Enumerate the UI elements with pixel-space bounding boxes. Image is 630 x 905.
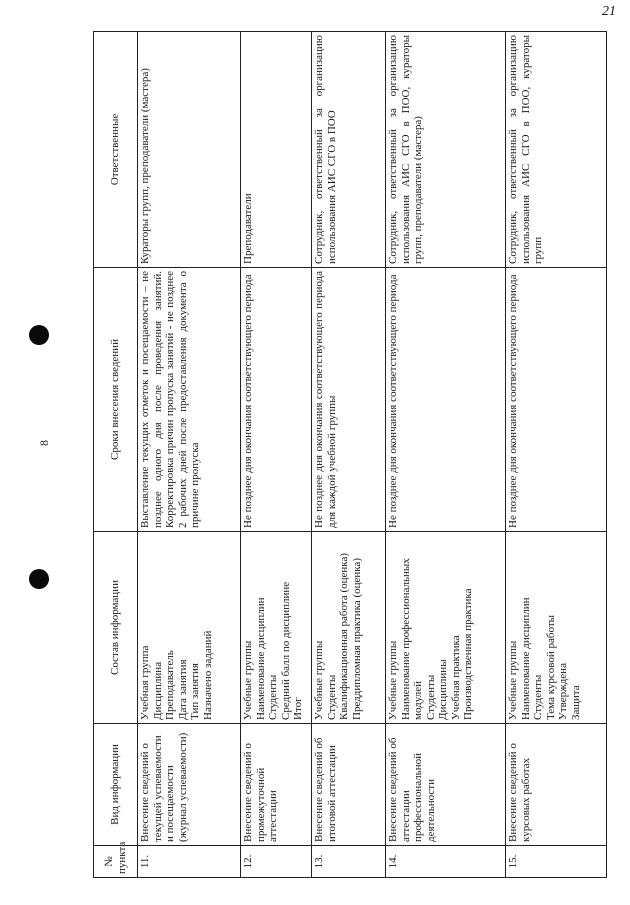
row-responsible: Сотрудник, ответственный за организацию использования АИС СГО в ПОО, кураторы групп (506, 32, 607, 268)
content-item: Дата занятия (176, 659, 189, 720)
row-deadline: Выставление текущих отметок и посещаемости – не позднее одного дня после проведения занятий. Корректировка причин пропуска занятий - не позднее 2 рабочих дней после предоставления документа о причине пропуска (138, 268, 241, 532)
header-kind: Вид информации (94, 724, 138, 846)
row-kind: Внесение сведений о промежуточной аттестации (241, 724, 312, 846)
row-content (506, 532, 607, 724)
row-content (386, 532, 506, 724)
content-item: Студенты (325, 674, 338, 720)
content-item: Тип занятия (189, 663, 201, 720)
rotated-table-container (93, 32, 606, 878)
content-item: Студенты (267, 674, 279, 720)
content-item: Производственная практика (462, 588, 474, 720)
row-responsible: Сотрудник, ответственный за организацию использования АИС СГО в ПОО, кураторы групп, преподаватели (мастера) (386, 32, 506, 268)
content-item: Средний балл по дисциплине (279, 581, 292, 720)
table-row (386, 32, 506, 878)
row-kind: Внесение сведений о курсовых работах (506, 724, 607, 846)
content-item: Студенты (424, 674, 437, 720)
row-num: 13. (312, 846, 386, 878)
footer-page-number: 8 (37, 440, 51, 446)
header-num: № пункта (94, 846, 138, 878)
content-item: Тема курсовой работы (544, 614, 557, 720)
content-item: Учебные группы (507, 640, 519, 720)
content-item: Наименование профессиональных модулей (399, 558, 424, 720)
row-content (138, 532, 241, 724)
content-item: Преподаватель (164, 650, 176, 720)
content-item: Учебные группы (313, 640, 325, 720)
row-kind: Внесение сведений об аттестации профессиональной деятельности (386, 724, 506, 846)
row-deadline: Не позднее дня окончания соответствующего периода (241, 268, 312, 532)
content-item: Учебная группа (139, 645, 151, 720)
table-row (506, 32, 607, 878)
page-number: 21 (602, 4, 616, 19)
content-item: Итог (292, 697, 304, 720)
content-item: Утверждена (557, 663, 569, 720)
row-responsible: Сотрудник, ответственный за организацию использования АИС СГО в ПОО (312, 32, 386, 268)
content-item: Наименование дисциплин (254, 597, 267, 720)
table-row (241, 32, 312, 878)
content-item: Дисциплина (151, 661, 164, 720)
row-kind: Внесение сведений об итоговой аттестации (312, 724, 386, 846)
content-item: Студенты (532, 674, 544, 720)
content-item: Учебные группы (242, 640, 254, 720)
row-deadline: Не позднее дня окончания соответствующего периода для каждой учебной группы (312, 268, 386, 532)
row-kind: Внесение сведений о текущей успеваемости и посещаемости (журнал успеваемости) (138, 724, 241, 846)
row-responsible: Кураторы групп, преподаватели (мастера) (138, 32, 241, 268)
row-responsible: Преподаватели (241, 32, 312, 268)
row-content (241, 532, 312, 724)
header-deadline: Сроки внесения сведений (94, 268, 138, 532)
binder-hole-bottom (29, 569, 49, 589)
content-item: Преддипломная практика (оценка) (350, 558, 363, 720)
row-num: 15. (506, 846, 607, 878)
row-deadline: Не позднее дня окончания соответствующего периода (506, 268, 607, 532)
header-responsible: Ответственные (94, 32, 138, 268)
content-item: Учебная практика (449, 635, 462, 720)
information-table (93, 31, 607, 878)
table-row (138, 32, 241, 878)
content-item: Защита (569, 685, 582, 720)
row-content (312, 532, 386, 724)
content-item: Квалификационная работа (оценка) (338, 552, 350, 720)
content-item: Учебные группы (387, 640, 399, 720)
content-item: Наименование дисциплин (519, 597, 532, 720)
row-num: 11. (138, 846, 241, 878)
content-item: Назначено заданий (201, 630, 214, 720)
row-num: 14. (386, 846, 506, 878)
row-deadline: Не позднее дня окончания соответствующего периода (386, 268, 506, 532)
content-item: Дисциплины (437, 659, 449, 720)
table-header-row (94, 32, 138, 878)
row-num: 12. (241, 846, 312, 878)
binder-hole-top (29, 325, 49, 345)
header-content: Состав информации (94, 532, 138, 724)
table-row (312, 32, 386, 878)
